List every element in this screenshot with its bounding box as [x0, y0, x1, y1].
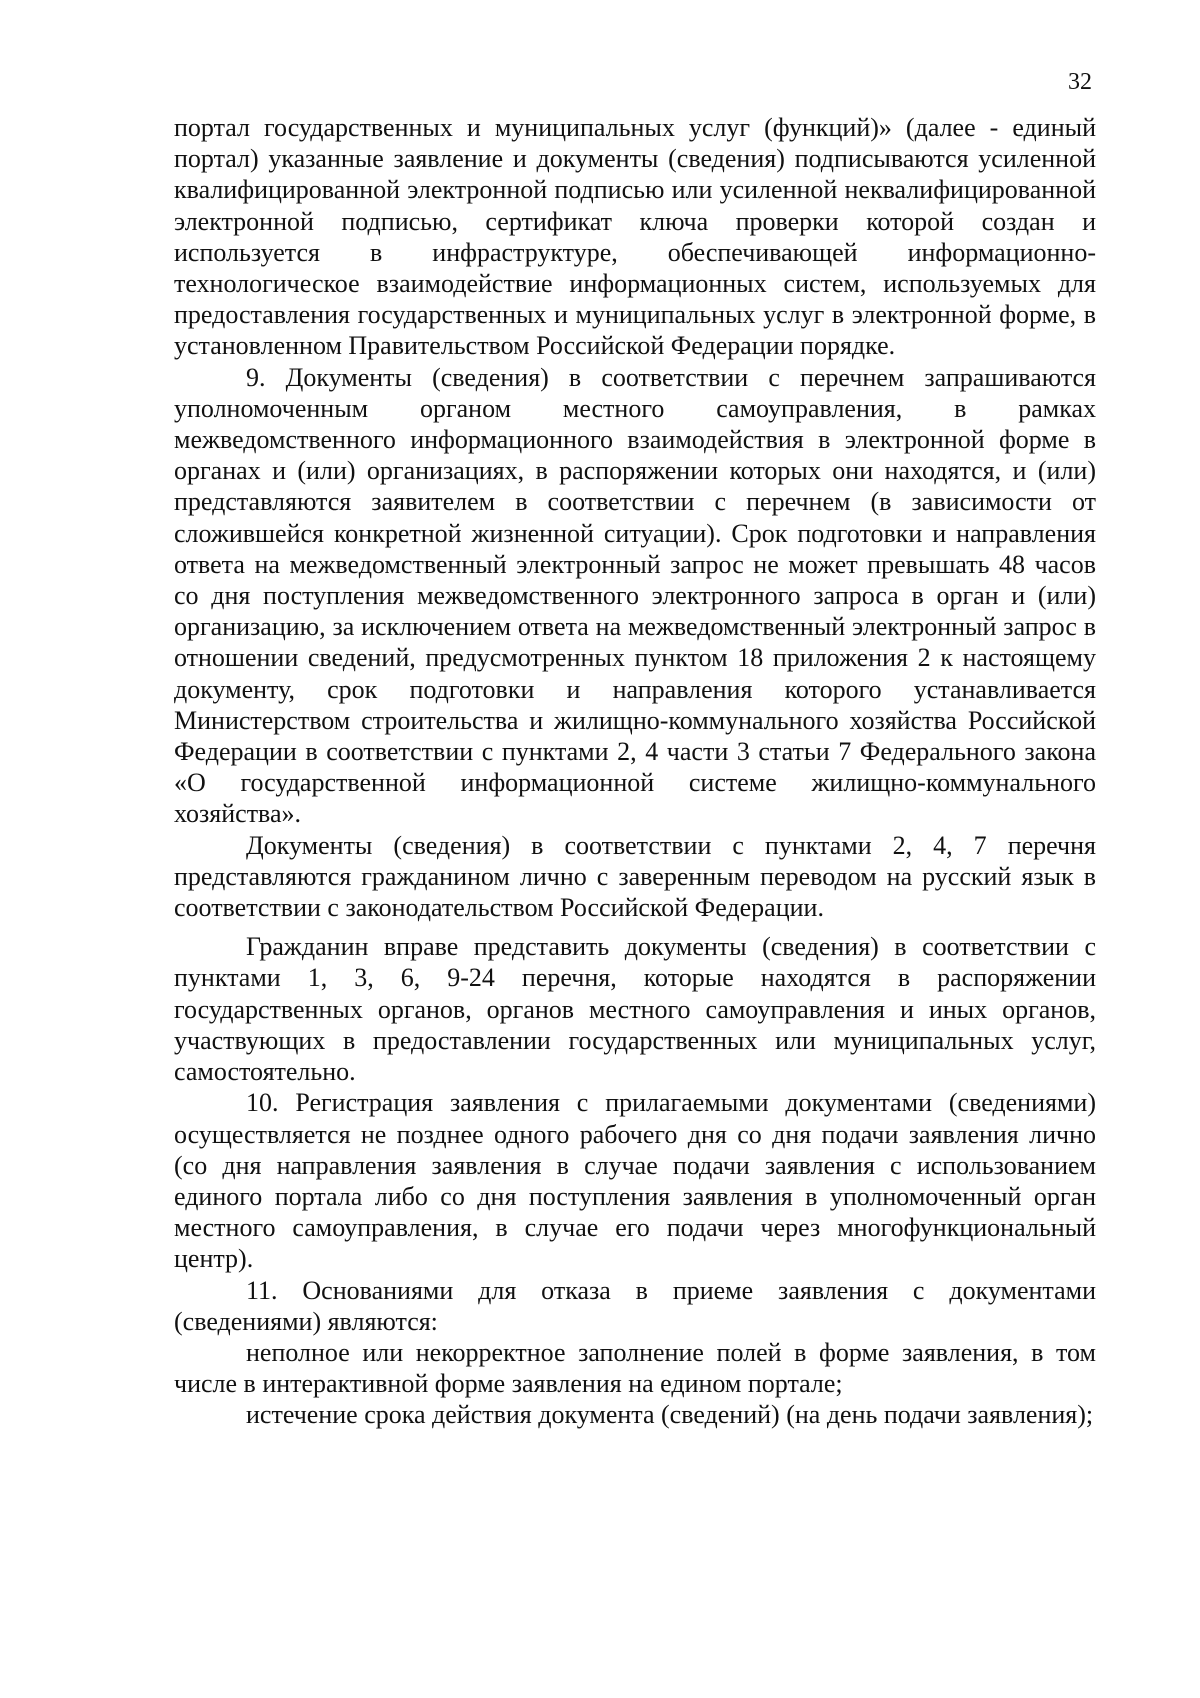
paragraph-continuation: портал государственных и муниципальных услуг (функций)» (далее - единый портал) указанные заявление и документы (сведения) подписываются усиленной квалифицированной электронной подписью или усиленной неквалифицированной электронной подписью, сертификат ключа проверки которой создан и используется в инфраструктуре, обеспечивающей информационно-технологическое взаимодействие информационных систем, используемых для предоставления государственных и муниципальных услуг в электронной форме, в установленном Правительством Российской Федерации порядке. — [174, 113, 1096, 361]
paragraph-item-9: 9. Документы (сведения) в соответствии с перечнем запрашиваются уполномоченным органом местного самоуправления, в рамках межведомственного информационного взаимодействия в электронной форме в органах и (или) организациях, в распоряжении которых они находятся, и (или) представляются заявителем в соответствии с перечнем (в зависимости от сложившейся конкретной жизненной ситуации). Срок подготовки и направления ответа на межведомственный электронный запрос не может превышать 48 часов со дня поступления межведомственного электронного запроса в орган и (или) организацию, за исключением ответа на межведомственный электронный запрос в отношении сведений, предусмотренных пунктом 18 приложения 2 к настоящему документу, срок подготовки и направления которого устанавливается Министерством строительства и жилищно-коммунального хозяйства Российской Федерации в соответствии с пунктами 2, 4 части 3 статьи 7 Федерального закона «О государственной информационной системе жилищно-коммунального хозяйства». — [174, 362, 1096, 829]
document-body — [174, 112, 1096, 1431]
page-number: 32 — [1068, 69, 1092, 95]
paragraph-translation-requirement: Документы (сведения) в соответствии с пунктами 2, 4, 7 перечня представляются гражданином лично с заверенным переводом на русский язык в соответствии с законодательством Российской Федерации. — [174, 830, 1096, 923]
paragraph-refusal-ground-2: истечение срока действия документа (сведений) (на день подачи заявления); — [246, 1400, 1094, 1430]
paragraph-item-11: 11. Основаниями для отказа в приеме заявления с документами (сведениями) являются: — [174, 1275, 1096, 1336]
paragraph-item-10: 10. Регистрация заявления с прилагаемыми документами (сведениями) осуществляется не позднее одного рабочего дня со дня подачи заявления лично (со дня направления заявления в случае подачи заявления с использованием единого портала либо со дня поступления заявления в уполномоченный орган местного самоуправления, в случае его подачи через многофункциональный центр). — [174, 1088, 1096, 1274]
paragraph-citizen-right: Гражданин вправе представить документы (сведения) в соответствии с пунктами 1, 3, 6, 9-24 перечня, которые находятся в распоряжении государственных органов, органов местного самоуправления и иных органов, участвующих в предоставлении государственных или муниципальных услуг, самостоятельно. — [174, 932, 1096, 1087]
paragraph-refusal-ground-1: неполное или некорректное заполнение полей в форме заявления, в том числе в интерактивной форме заявления на едином портале; — [174, 1337, 1096, 1399]
